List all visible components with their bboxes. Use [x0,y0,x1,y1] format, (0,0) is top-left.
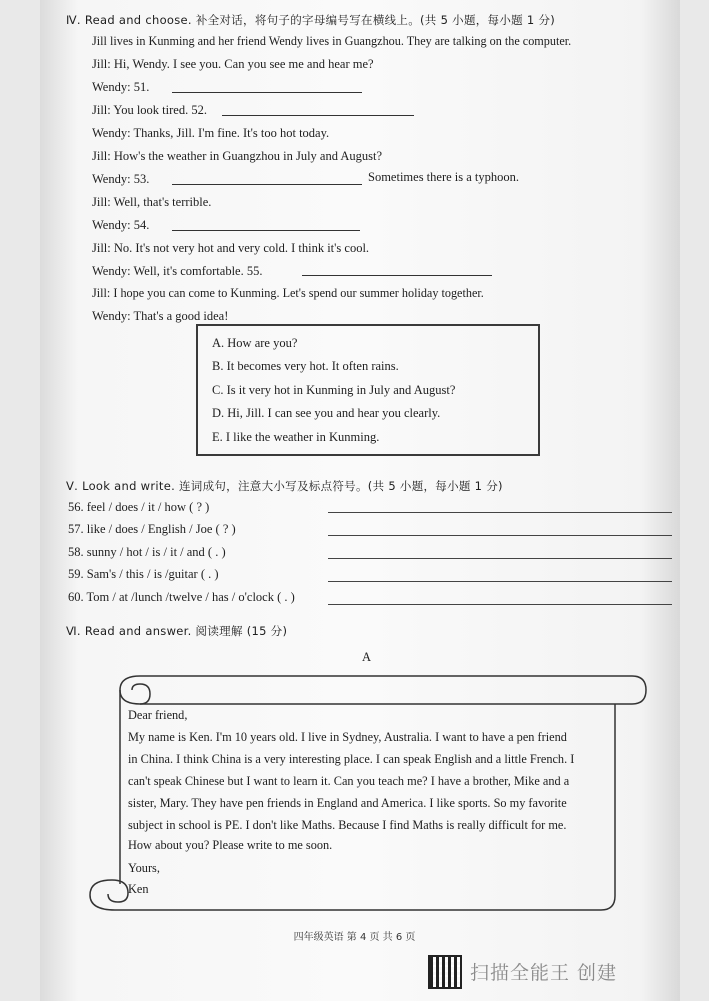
letter-line: sister, Mary. They have pen friends in England and America. I like sports. So my favorite [128,796,567,810]
dialogue-line: Jill: Well, that's terrible. [92,195,212,209]
dialogue-intro: Jill lives in Kunming and her friend Wendy lives in Guangzhou. They are talking on the computer. [92,34,572,48]
option-c: C. Is it very hot in Kunming in July and August? [212,383,456,397]
page-footer: 四年级英语 第 4 页 共 6 页 [293,932,416,943]
letter-line: How about you? Please write to me soon. [128,838,333,852]
letter-line: can't speak Chinese but I want to learn it. Can you teach me? I have a brother, Mike and a [128,774,570,788]
letter-line: My name is Ken. I'm 10 years old. I live in Sydney, Australia. I want to have a pen friend [128,730,567,744]
dialogue-line: Wendy: 51. [92,80,150,94]
letter-line: subject in school is PE. I don't like Maths. Because I find Maths is really difficult for me. [128,818,567,832]
sentence-item-59: 59. Sam's / this / is /guitar ( . ) [68,567,219,581]
sentence-item-58: 58. sunny / hot / is / it / and ( . ) [68,545,226,559]
dialogue-line: Jill: I hope you can come to Kunming. Let's spend our summer holiday together. [92,286,484,300]
option-e: E. I like the weather in Kunming. [212,430,380,444]
option-a: A. How are you? [212,336,298,350]
qr-code-icon [428,955,462,989]
letter-line: in China. I think China is a very interesting place. I can speak English and a little French. I [128,752,575,766]
scanner-watermark: 扫描全能王 创建 [470,962,618,984]
dialogue-line: Wendy: 53. [92,172,150,186]
letter-closing: Yours, [128,861,160,875]
passage-label: A [362,650,372,664]
option-b: B. It becomes very hot. It often rains. [212,359,399,373]
sentence-item-56: 56. feel / does / it / how ( ? ) [68,500,210,514]
option-d: D. Hi, Jill. I can see you and hear you clearly. [212,406,441,420]
section-6-heading: Ⅵ. Read and answer. 阅读理解 (15 分) [66,624,288,638]
dialogue-line: Jill: Hi, Wendy. I see you. Can you see me and hear me? [92,57,374,71]
dialogue-line: Wendy: Well, it's comfortable. 55. [92,264,263,278]
dialogue-line: Wendy: Thanks, Jill. I'm fine. It's too hot today. [92,126,330,140]
dialogue-line: Jill: How's the weather in Guangzhou in July and August? [92,149,383,163]
dialogue-line: Jill: You look tired. 52. [92,103,207,117]
letter-signature: Ken [128,882,149,896]
section-5-heading: Ⅴ. Look and write. 连词成句，注意大小写及标点符号。(共 5 小题，每小题 1 分) [66,479,503,493]
dialogue-line: Sometimes there is a typhoon. [368,170,520,184]
dialogue-line: Jill: No. It's not very hot and very cold. I think it's cool. [92,241,370,255]
sentence-item-57: 57. like / does / English / Joe ( ? ) [68,522,236,536]
letter-greeting: Dear friend, [128,708,188,722]
section-4-heading: Ⅳ. Read and choose. 补全对话，将句子的字母编号写在横线上。(共 5 小题，每小题 1 分) [66,13,556,27]
dialogue-line: Wendy: That's a good idea! [92,309,229,323]
sentence-item-60: 60. Tom / at /lunch /twelve / has / o'clock ( . ) [68,590,295,604]
dialogue-line: Wendy: 54. [92,218,150,232]
